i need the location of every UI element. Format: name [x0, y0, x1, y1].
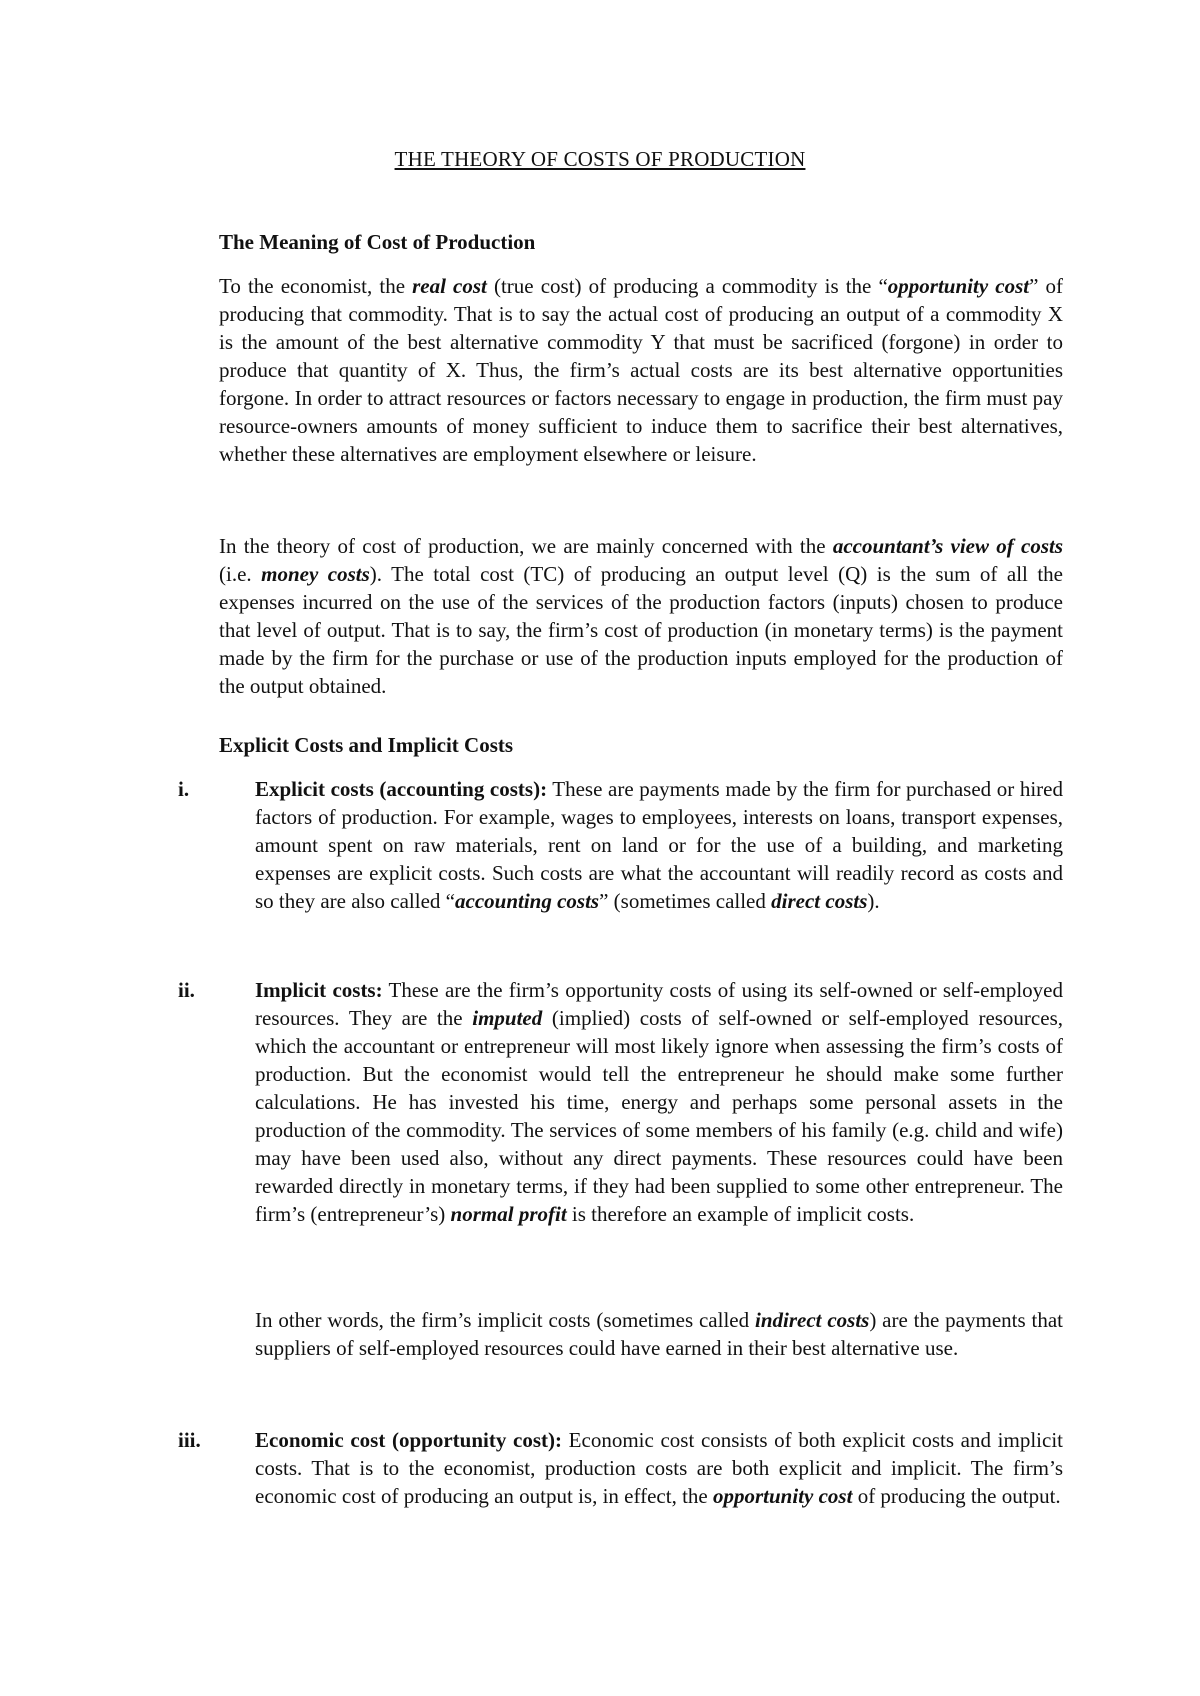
list-marker: ii.	[178, 978, 195, 1002]
text: Economic cost consists of both explicit costs and implicit costs. That is to the economist, production costs are both explicit and implicit. The firm’s economic cost of producing an output is, in effect, the	[255, 1428, 1063, 1508]
text: of producing the output.	[852, 1484, 1061, 1508]
item-label: Economic cost (opportunity cost):	[255, 1428, 562, 1452]
text: These are the firm’s opportunity costs of using its self-owned or self-employed resources. They are the	[255, 978, 1063, 1030]
document-title: THE THEORY OF COSTS OF PRODUCTION	[394, 147, 806, 171]
text: In other words, the firm’s implicit costs (sometimes called	[255, 1308, 755, 1332]
text: ” (sometimes called	[599, 889, 772, 913]
term-normal-profit: normal profit	[450, 1202, 567, 1226]
term-opportunity-cost: opportunity cost	[887, 274, 1030, 298]
item-label: Implicit costs:	[255, 978, 383, 1002]
term-money-costs: money costs	[261, 562, 370, 586]
list-item-body	[255, 1426, 1063, 1510]
text: In the theory of cost of production, we are mainly concerned with the	[219, 534, 833, 558]
list-marker: i.	[178, 777, 190, 801]
item-label: Explicit costs (accounting costs):	[255, 777, 548, 801]
term-direct-costs: direct costs	[771, 889, 868, 913]
text: is therefore an example of implicit costs.	[566, 1202, 915, 1226]
term-opportunity-cost: opportunity cost	[713, 1484, 853, 1508]
text: These are payments made by the firm for purchased or hired factors of production. For example, wages to employees, interests on loans, transport expenses, amount spent on raw materials, rent on land or for the use of a building, and marketing expenses are explicit costs. Such costs are what the accountant will readily record as costs and so they are also called “	[255, 777, 1063, 913]
paragraph-meaning	[219, 272, 1063, 468]
term-indirect-costs: indirect costs	[754, 1308, 870, 1332]
term-accountants-view: accountant’s view of costs	[832, 534, 1063, 558]
paragraph-implicit-followup	[255, 1306, 1063, 1362]
list-item-body	[255, 775, 1063, 915]
section-heading-meaning: The Meaning of Cost of Production	[219, 230, 536, 254]
text: (implied) costs of self-owned or self-employed resources, which the accountant or entrepreneur will most likely ignore when assessing the firm’s costs of production. But the economist would tell the entrepreneur he should make some further calculations. He has invested his time, energy and perhaps some personal assets in the production of the commodity. The services of some members of his family (e.g. child and wife) may have been used also, without any direct payments. These resources could have been rewarded directly in monetary terms, if they had been supplied to some other entrepreneur. The firm’s (entrepreneur’s)	[255, 1006, 1063, 1226]
paragraph-accountant-view	[219, 532, 1063, 700]
text: (i.e.	[219, 562, 262, 586]
text: To the economist, the	[219, 274, 413, 298]
list-item-body	[255, 976, 1063, 1228]
term-imputed: imputed	[472, 1006, 543, 1030]
text: ). The total cost (TC) of producing an output level (Q) is the sum of all the expenses incurred on the use of the services of the production factors (inputs) chosen to produce that level of output. That is to say, the firm’s cost of production (in monetary terms) is the payment made by the firm for the purchase or use of the production inputs employed for the production of the output obtained.	[219, 562, 1064, 698]
text: ) are the payments that suppliers of self-employed resources could have earned in their best alternative use.	[255, 1308, 1064, 1360]
text: ).	[867, 889, 880, 913]
term-accounting-costs: accounting costs	[455, 889, 600, 913]
text: (true cost) of producing a commodity is the “	[486, 274, 888, 298]
text: ” of producing that commodity. That is to say the actual cost of producing an output of a commodity X is the amount of the best alternative commodity Y that must be sacrificed (forgone) in order to produce that quantity of X. Thus, the firm’s actual costs are its best alternative opportunities forgone. In order to attract resources or factors necessary to engage in production, the firm must pay resource-owners amounts of money sufficient to induce them to sacrifice their best alternatives, whether these alternatives are employment elsewhere or leisure.	[219, 274, 1063, 466]
list-marker: iii.	[178, 1428, 201, 1452]
term-real-cost: real cost	[412, 274, 487, 298]
section-heading-explicit-implicit: Explicit Costs and Implicit Costs	[219, 733, 514, 757]
